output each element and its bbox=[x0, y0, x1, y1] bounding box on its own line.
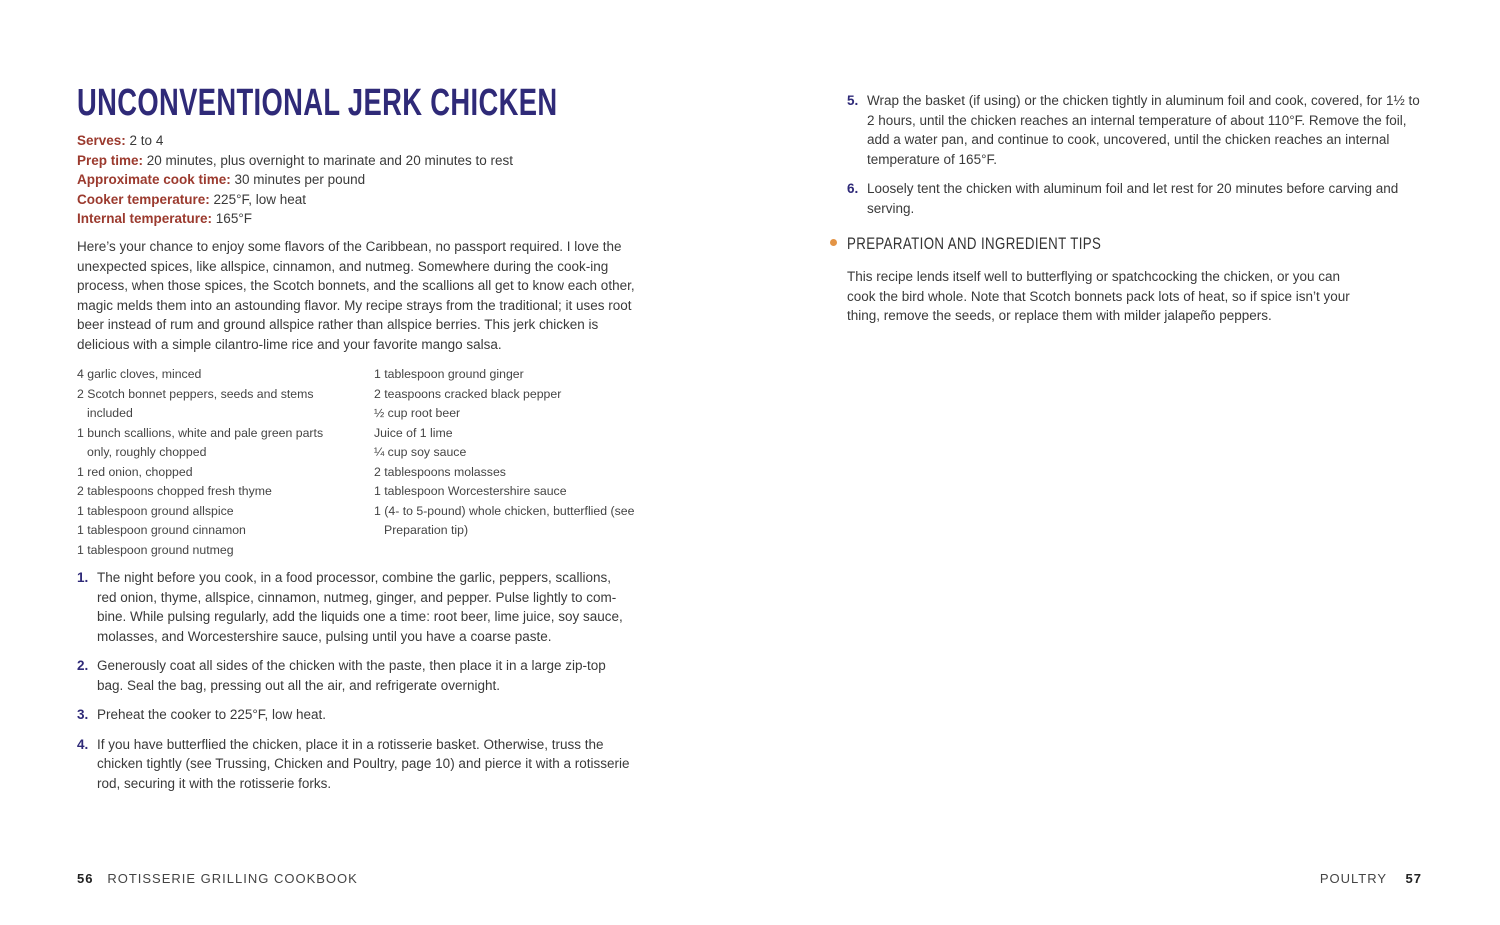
meta-label: Serves: bbox=[77, 133, 126, 148]
step-item bbox=[77, 568, 632, 646]
tips-paragraph: This recipe lends itself well to butterflying or spatchcocking the chicken, or you can cook the bird whole. Note that Scotch bonnets pack lots of heat, so if spice isn’t your thing, remove the seeds, or replace them with milder jalapeño peppers. bbox=[847, 269, 1350, 323]
meta-label: Approximate cook time: bbox=[77, 172, 231, 187]
meta-value: 225°F, low heat bbox=[209, 191, 307, 207]
ingredient-item: ½ cup root beer bbox=[374, 406, 461, 420]
ingredients-right bbox=[374, 365, 654, 541]
bullet-icon bbox=[830, 239, 837, 246]
ingredient-item: 1 red onion, chopped bbox=[77, 464, 193, 479]
intro-paragraph: Here’s your chance to enjoy some flavors of the Caribbean, no passport required. I love the unexpected spices, like allspice, cinnamon, and nutmeg. Somewhere during the cook-ing process, when those spices, the Scotch bonnets, and the scallions all get to know each other, magic melds them into an astounding flavor. My recipe strays from the traditional; it uses root beer instead of rum and ground allspice rather than allspice berries. This jerk chicken is delicious with a simple cilantro-lime rice and your favorite mango salsa. bbox=[77, 239, 635, 352]
ingredient-item: ¼ cup soy sauce bbox=[374, 445, 467, 459]
meta-label: Prep time: bbox=[77, 152, 144, 168]
step-text: Generously coat all sides of the chicken with the paste, then place it in a large zip-top bag. Seal the bag, pressing out all the air, and refrigerate overnight. bbox=[97, 658, 606, 693]
step-item bbox=[77, 656, 632, 695]
ingredient-item: 1 tablespoon ground ginger bbox=[374, 367, 524, 381]
step-number: 3. bbox=[77, 707, 89, 722]
meta-value: 2 to 4 bbox=[125, 133, 164, 148]
ingredient-item: 1 tablespoon ground nutmeg bbox=[77, 542, 234, 557]
book-title: ROTISSERIE GRILLING COOKBOOK bbox=[107, 871, 358, 886]
step-number: 2. bbox=[77, 658, 89, 673]
step-item bbox=[847, 91, 1425, 169]
step-number: 4. bbox=[77, 736, 89, 752]
step-item bbox=[847, 179, 1425, 218]
ingredient-item: 1 (4- to 5-pound) whole chicken, butterflied (see Preparation tip) bbox=[374, 503, 635, 537]
page-number: 57 bbox=[1405, 871, 1422, 886]
chapter-title: POULTRY bbox=[1319, 871, 1388, 886]
meta-label: Cooker temperature: bbox=[77, 191, 210, 207]
ingredient-item: 2 tablespoons chopped fresh thyme bbox=[77, 484, 272, 498]
meta-value: 30 minutes per pound bbox=[230, 172, 366, 187]
meta-label: Internal temperature: bbox=[77, 211, 213, 226]
recipe-title: UNCONVENTIONAL JERK CHICKEN bbox=[77, 82, 558, 124]
footer-right bbox=[1320, 871, 1422, 886]
meta-cooker-temp bbox=[77, 190, 513, 210]
tips-heading-text: PREPARATION AND INGREDIENT TIPS bbox=[847, 234, 1102, 253]
ingredient-item: 1 tablespoon ground cinnamon bbox=[77, 523, 246, 537]
step-item bbox=[77, 735, 632, 794]
meta-internal-temp bbox=[77, 209, 513, 229]
step-text: Loosely tent the chicken with aluminum foil and let rest for 20 minutes before carving and serving. bbox=[867, 181, 1399, 216]
meta-serves bbox=[77, 131, 513, 151]
meta-cook-time bbox=[77, 170, 513, 190]
meta-value: 165°F bbox=[212, 211, 252, 226]
steps-left bbox=[77, 568, 632, 803]
page-number: 56 bbox=[77, 871, 94, 886]
ingredient-item: 2 Scotch bonnet peppers, seeds and stems included bbox=[77, 386, 314, 420]
step-item bbox=[77, 705, 632, 725]
step-number: 6. bbox=[847, 181, 859, 196]
recipe-meta bbox=[77, 131, 513, 229]
ingredient-item: 2 teaspoons cracked black pepper bbox=[374, 386, 562, 401]
ingredient-item: 2 tablespoons molasses bbox=[374, 464, 506, 479]
ingredient-item: 1 bunch scallions, white and pale green parts only, roughly chopped bbox=[77, 425, 324, 459]
step-text: Preheat the cooker to 225°F, low heat. bbox=[97, 707, 327, 722]
meta-value: 20 minutes, plus overnight to marinate and 20 minutes to rest bbox=[143, 152, 513, 168]
ingredient-item: 1 tablespoon Worcestershire sauce bbox=[374, 484, 567, 498]
step-text: The night before you cook, in a food processor, combine the garlic, peppers, scallions, red onion, thyme, allspice, cinnamon, nutmeg, ginger, and pepper. Pulse lightly to com-bine. While pulsing regularly, add the liquids one a time: root beer, lime juice, soy sauce, molasses, and Worcestershire sauce, pulsing until you have a coarse paste. bbox=[97, 570, 623, 644]
step-number: 5. bbox=[847, 93, 859, 108]
ingredient-item: Juice of 1 lime bbox=[374, 425, 453, 440]
step-number: 1. bbox=[77, 570, 89, 585]
meta-prep-time bbox=[77, 151, 513, 171]
footer-left bbox=[77, 871, 358, 886]
step-text: Wrap the basket (if using) or the chicken tightly in aluminum foil and cook, covered, for 1½ to 2 hours, until the chicken reaches an internal temperature of about 110°F. Remove the foil, add a water pan, and continue to cook, uncovered, until the chicken reaches an internal temperature of 165°F. bbox=[867, 93, 1420, 167]
ingredient-item: 4 garlic cloves, minced bbox=[77, 367, 202, 381]
step-text: If you have butterflied the chicken, place it in a rotisserie basket. Otherwise, truss the chicken tightly (see Trussing, Chicken and Poultry, page 10) and pierce it with a rotisserie rod, securing it with the rotisserie forks. bbox=[97, 736, 630, 791]
steps-right bbox=[847, 91, 1425, 228]
ingredient-item: 1 tablespoon ground allspice bbox=[77, 503, 234, 518]
ingredients-left bbox=[77, 365, 347, 560]
tips-heading bbox=[830, 234, 1173, 254]
